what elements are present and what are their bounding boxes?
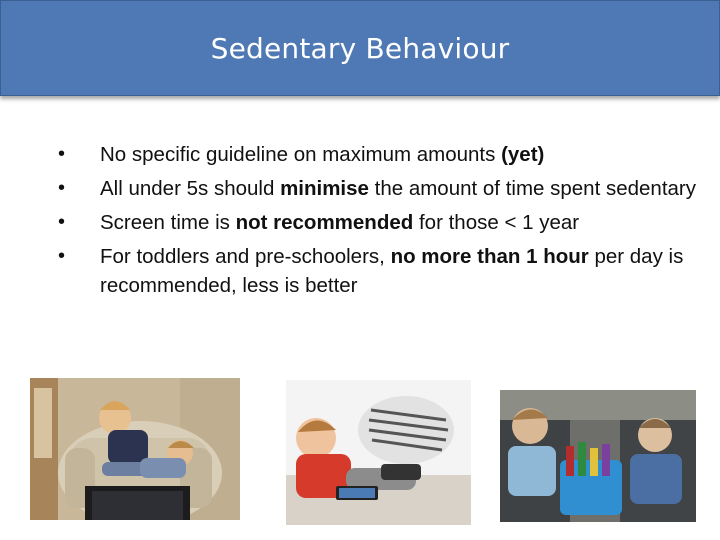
toddler-with-tablet-photo [286, 380, 471, 525]
children-on-armchair-photo [30, 378, 240, 520]
title-bar [0, 0, 720, 96]
bullet-item: • For toddlers and pre-schoolers, no more than 1 hour per day is recommended, less is better [58, 242, 698, 300]
bullet-item: • No specific guideline on maximum amounts (yet) [58, 140, 698, 169]
bullet-list [58, 140, 698, 305]
bullet-item: • All under 5s should minimise the amount of time spent sedentary [58, 174, 698, 203]
bullet-item: • Screen time is not recommended for those < 1 year [58, 208, 698, 237]
slide-title: Sedentary Behaviour [210, 31, 510, 65]
children-in-car-seats-photo [500, 390, 696, 522]
